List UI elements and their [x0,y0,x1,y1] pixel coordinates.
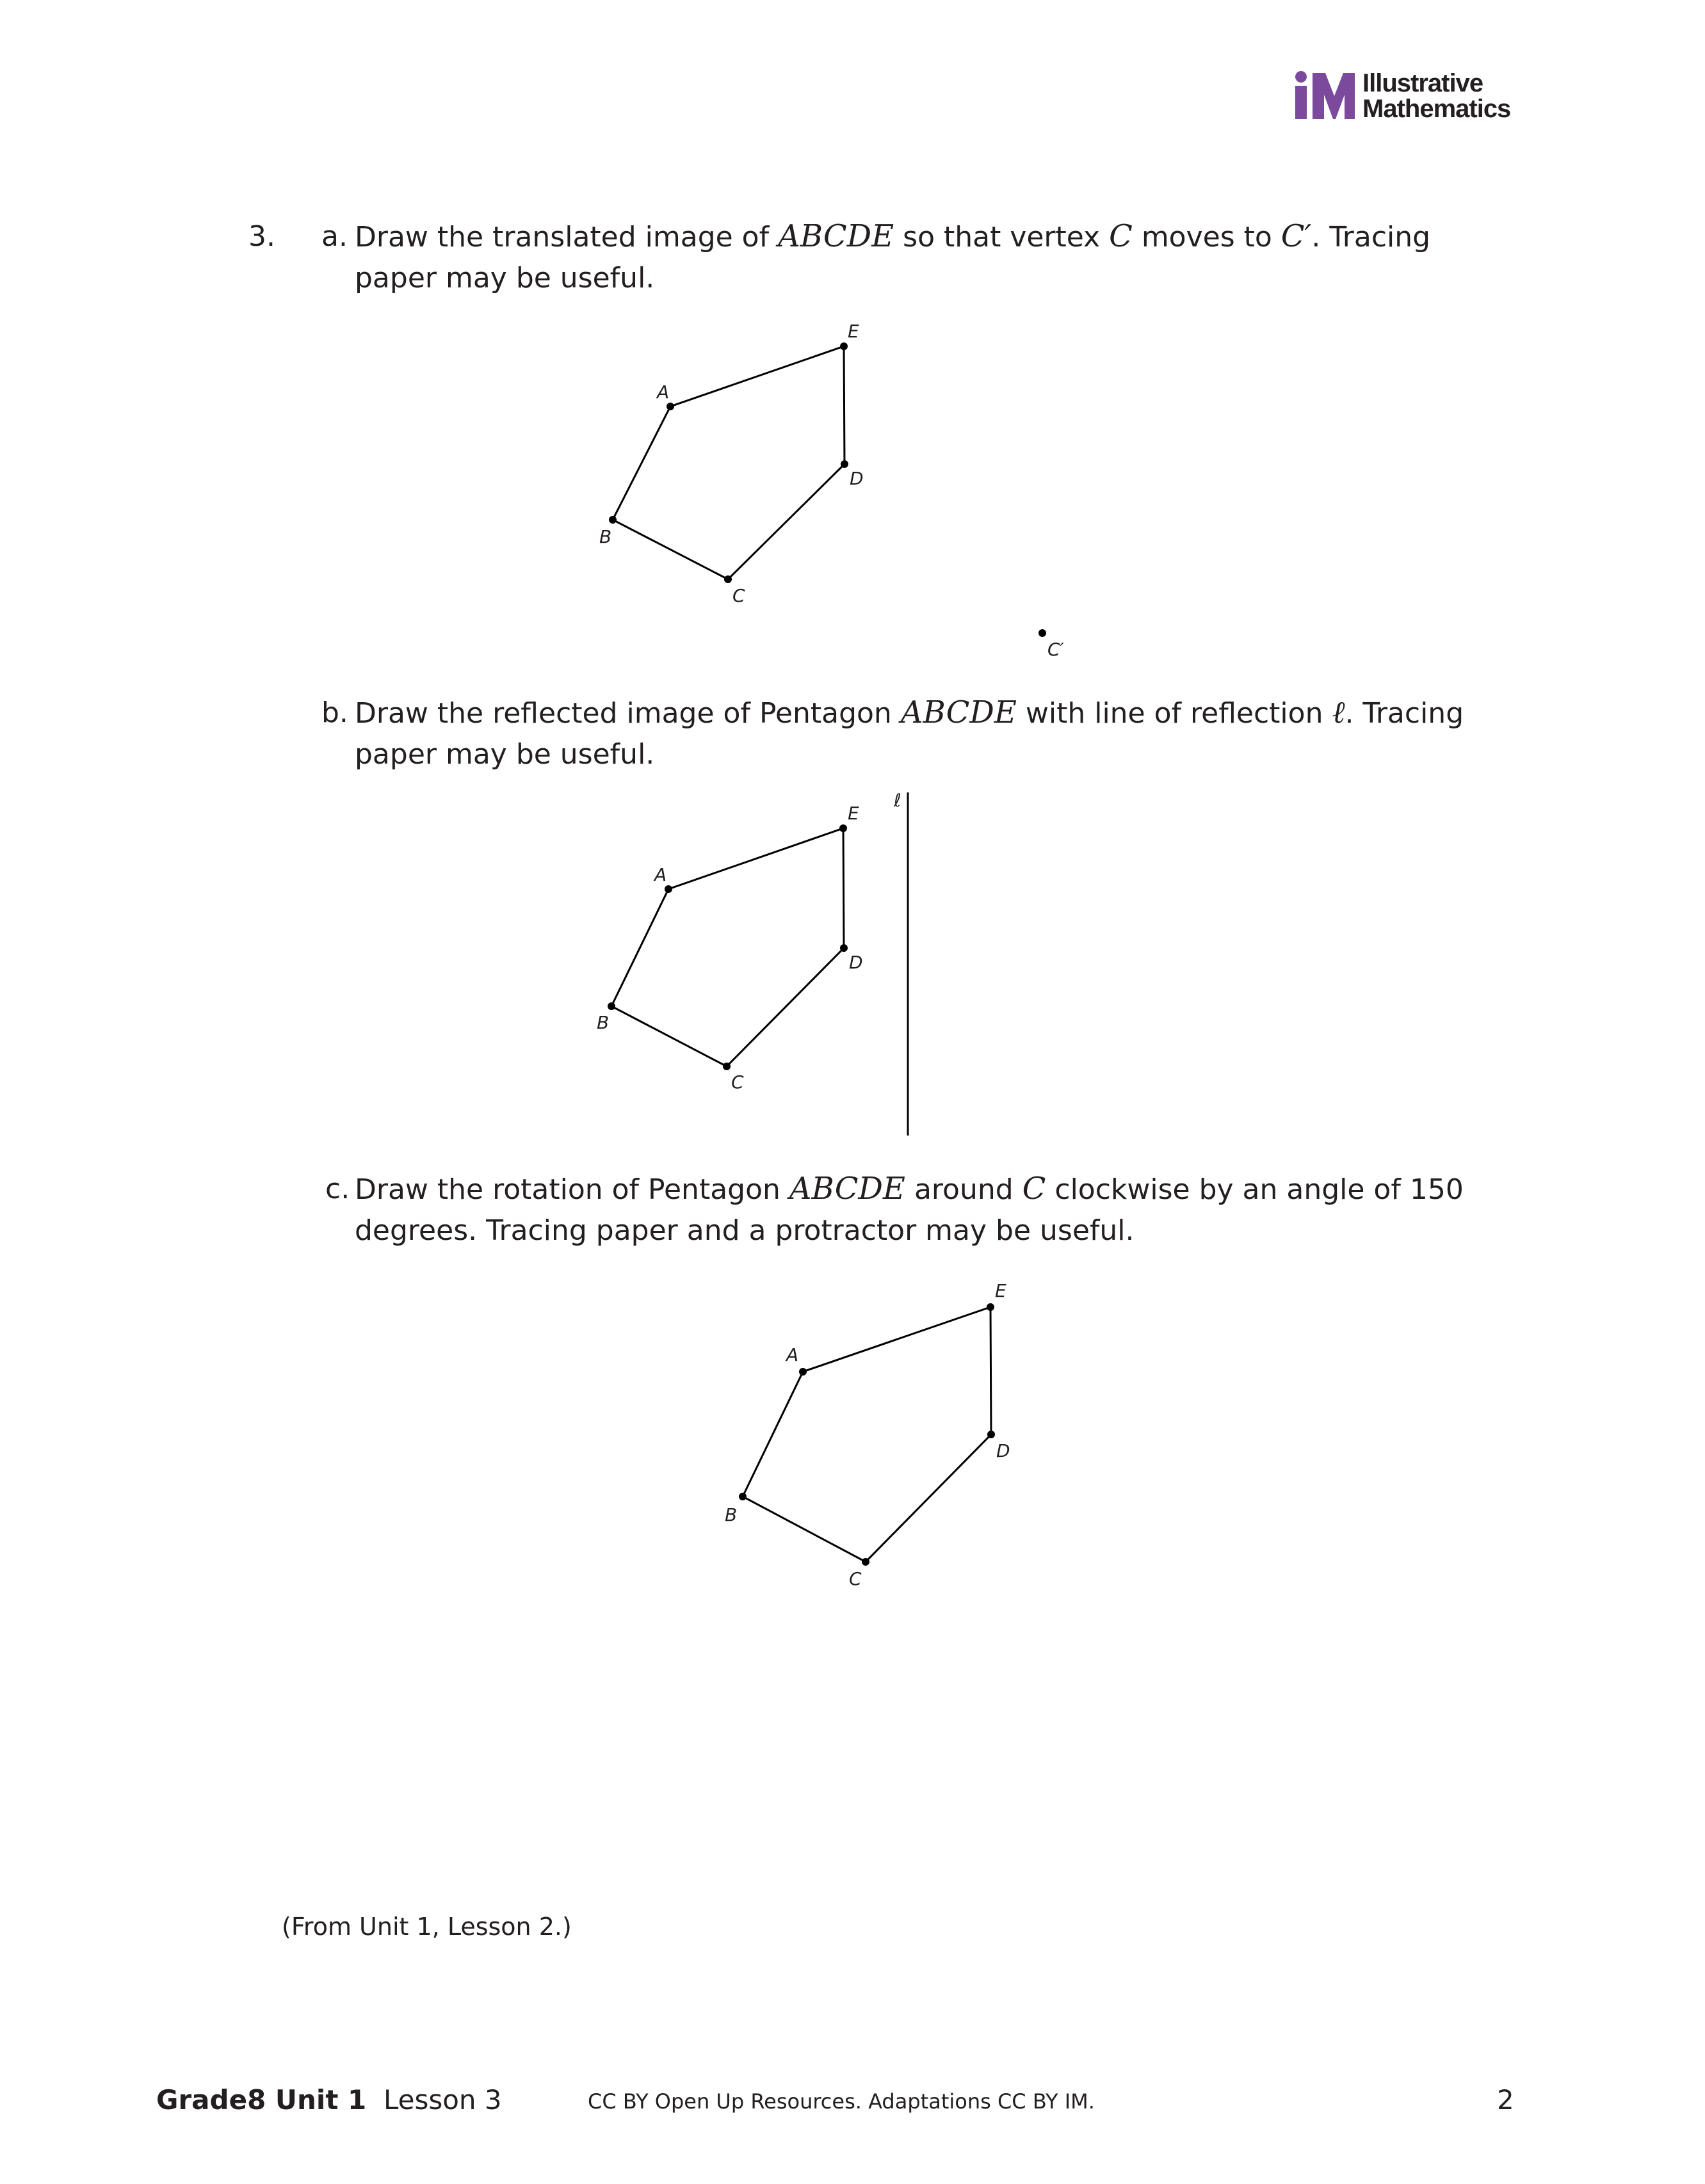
label-a: A [786,1344,799,1365]
part-a-line-2: paper may be useful. [355,262,655,294]
question-number: 3. [248,220,275,253]
logo-line-1: Illustrative [1362,69,1483,97]
pentagon-c [743,1307,991,1562]
label-e: E [848,321,859,342]
label-ell: ℓ [894,790,901,811]
label-d: D [850,468,864,489]
part-a-line-1: Draw the translated image of ABCDE so that vertex C moves to C′. Tracing [355,218,1431,254]
page-number: 2 [1497,2084,1514,2116]
label-b: B [725,1504,738,1525]
part-b-line-1: Draw the reflected image of Pentagon ABCDE with line of reflection ℓ. Tracing [355,695,1464,730]
part-c-label: c. [325,1173,350,1205]
label-c: C [849,1568,862,1589]
label-e: E [995,1280,1006,1301]
part-a-label: a. [321,220,348,253]
label-c-prime: C′ [1047,639,1064,660]
source-note: (From Unit 1, Lesson 2.) [282,1913,572,1941]
footer-license: CC BY Open Up Resources. Adaptations CC BY IM. [588,2089,1095,2114]
part-c-line-1: Draw the rotation of Pentagon ABCDE around C clockwise by an angle of 150 [355,1171,1464,1207]
part-b-line-2: paper may be useful. [355,738,655,771]
label-b: B [599,526,612,547]
footer-lesson: Lesson 3 [383,2084,502,2116]
label-c: C [731,1072,744,1093]
math-c-prime: C′ [1281,218,1312,254]
math-abcde: ABCDE [789,1171,905,1207]
vertex-a [799,1368,807,1376]
footer-grade-unit: Grade8 Unit 1 [156,2084,367,2116]
footer-course [156,2084,502,2116]
label-b: B [597,1012,610,1033]
math-c: C [1022,1171,1046,1207]
part-c-line-2: degrees. Tracing paper and a protractor may be useful. [355,1214,1135,1247]
part-b-label: b. [321,696,348,729]
vertex-e [987,1303,994,1311]
math-ell: ℓ [1332,695,1345,730]
label-a: A [654,864,667,885]
label-a: A [657,381,670,403]
math-c: C [1109,218,1133,254]
label-d: D [849,952,863,973]
vertex-b [739,1493,747,1500]
vertex-d [987,1431,995,1438]
label-e: E [848,803,859,824]
math-abcde: ABCDE [778,218,894,254]
label-d: D [996,1440,1010,1461]
vertex-c [862,1558,869,1566]
label-c: C [732,585,745,606]
logo-line-2: Mathematics [1362,95,1511,123]
math-abcde: ABCDE [900,695,1017,730]
